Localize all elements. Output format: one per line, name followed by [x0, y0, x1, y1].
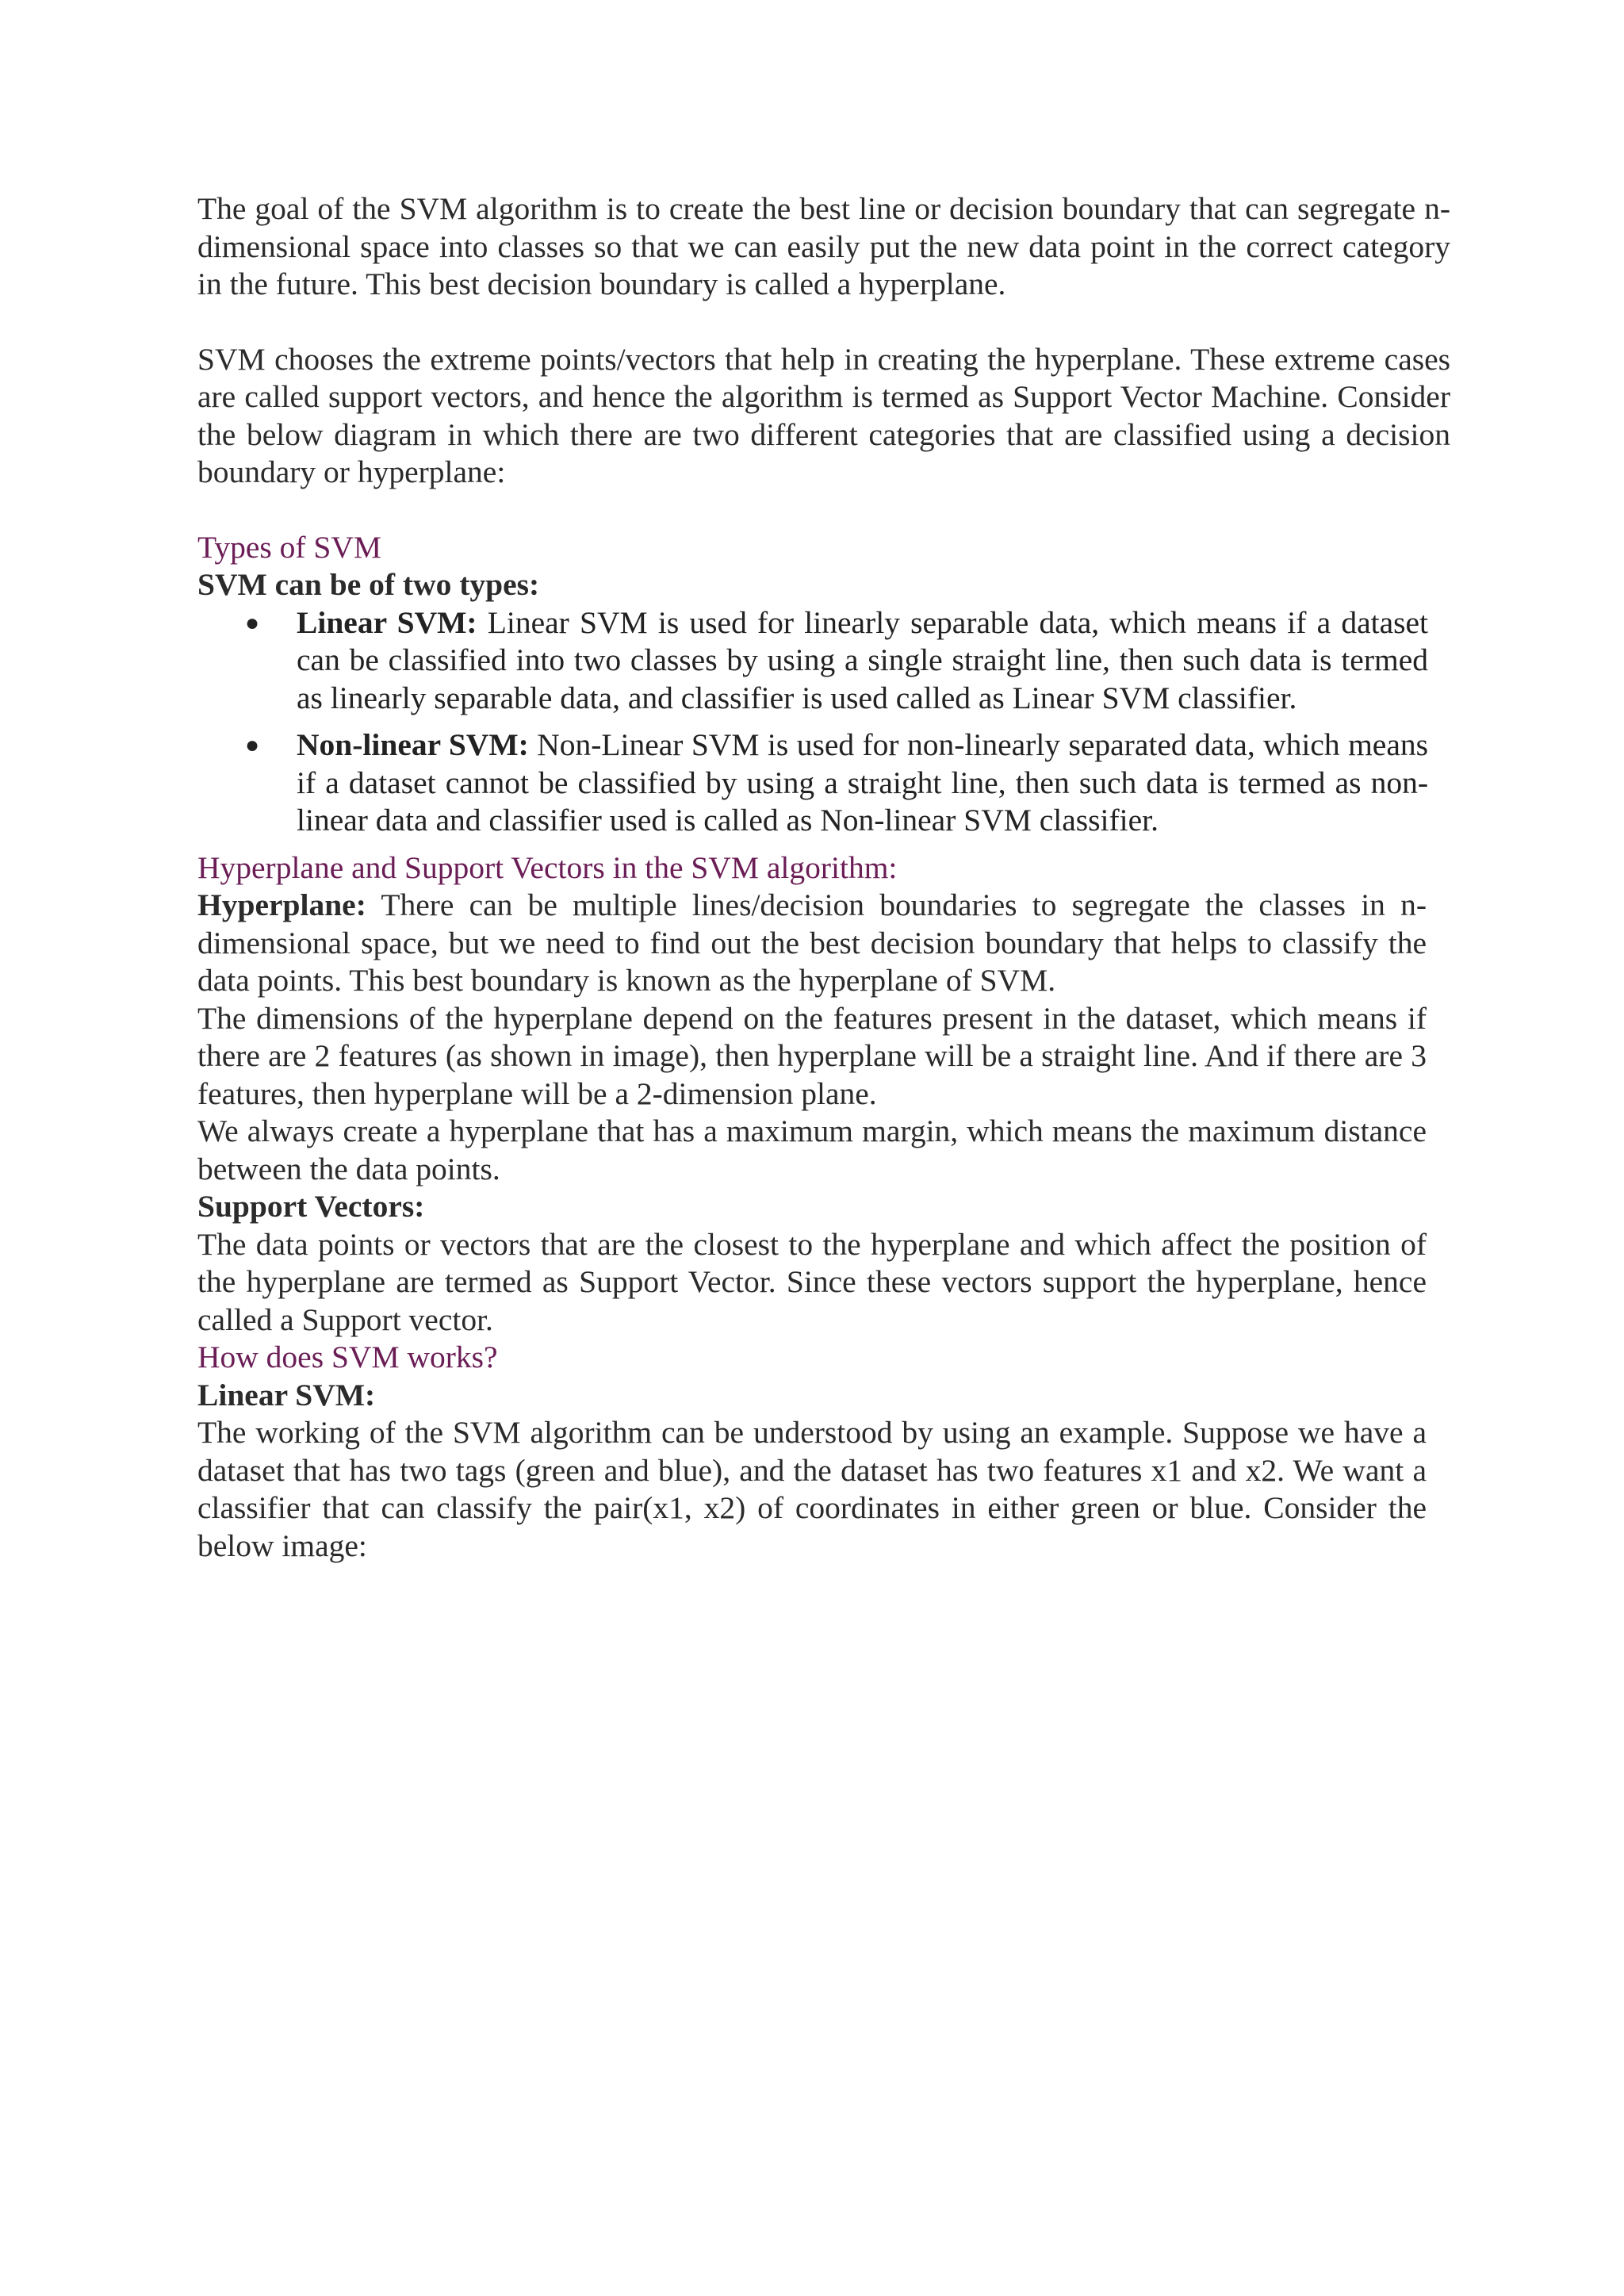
- paragraph-spacer: [197, 492, 1450, 529]
- bullet-icon: ●: [245, 609, 260, 636]
- list-item-text: Linear SVM is used for linearly separable data, which means if a dataset can be classified into two classes by using a single straight line, then such data is termed as linearly separable data, and classifier is used called as Linear SVM classifier.: [297, 604, 1428, 715]
- linear-svm-paragraph: The working of the SVM algorithm can be understood by using an example. Suppose we have a dataset that has two tags (green and blue), and the dataset has two features x1 and x2. We want a classifier that can classify the pair(x1, x2) of coordinates in either green or blue. Consider the below image:: [197, 1415, 1427, 1563]
- hyperplane-text: There can be multiple lines/decision boundaries to segregate the classes in n-dimensional space, but we need to find out the best decision boundary that helps to classify the data points. This best boundary is known as the hyperplane of SVM.: [197, 887, 1427, 998]
- types-heading: Types of SVM: [197, 529, 382, 565]
- support-vectors-paragraph: The data points or vectors that are the closest to the hyperplane and which affect the position of the hyperplane are termed as Support Vector. Since these vectors support the hyperplane, hence called a Support vector.: [197, 1226, 1427, 1337]
- intro-paragraph-2: SVM chooses the extreme points/vectors that help in creating the hyperplane. These extreme cases are called support vectors, and hence the algorithm is termed as Support Vector Machine. Consider the below diagram in which there are two different categories that are classified using a decision boundary or hyperplane:: [197, 341, 1450, 489]
- hyperplane-paragraph: [197, 887, 1427, 1000]
- bullet-icon: ●: [245, 732, 260, 758]
- intro-paragraph-1: The goal of the SVM algorithm is to create the best line or decision boundary that can segregate n-dimensional space into classes so that we can easily put the new data point in the correct category in the future. This best decision boundary is called a hyperplane.: [197, 191, 1450, 301]
- how-heading: How does SVM works?: [197, 1340, 498, 1374]
- linear-svm-subheading: Linear SVM:: [197, 1377, 376, 1412]
- paragraph-spacer: [197, 304, 1450, 341]
- hyperplane-term: Hyperplane:: [197, 887, 366, 922]
- hyperplane-heading: Hyperplane and Support Vectors in the SVM algorithm:: [197, 849, 898, 885]
- list-item-text: Non-Linear SVM is used for non-linearly separated data, which means if a dataset cannot be classified by using a straight line, then such data is termed as non-linear data and classifier used is called as Non-linear SVM classifier.: [297, 727, 1428, 838]
- support-vectors-heading: Support Vectors:: [197, 1189, 425, 1224]
- list-item: [197, 726, 1428, 840]
- list-item: [197, 604, 1428, 718]
- list-item-term: Non-linear SVM:: [297, 727, 529, 762]
- types-subheading: SVM can be of two types:: [197, 567, 540, 602]
- margin-paragraph: We always create a hyperplane that has a maximum margin, which means the maximum distance between the data points.: [197, 1114, 1427, 1186]
- svm-types-list: [197, 604, 1450, 840]
- list-item-term: Linear SVM:: [297, 604, 477, 640]
- document-page: [197, 190, 1450, 1565]
- dimensions-paragraph: The dimensions of the hyperplane depend on the features present in the dataset, which means if there are 2 features (as shown in image), then hyperplane will be a straight line. And if there are 3 features, then hyperplane will be a 2-dimension plane.: [197, 1000, 1427, 1111]
